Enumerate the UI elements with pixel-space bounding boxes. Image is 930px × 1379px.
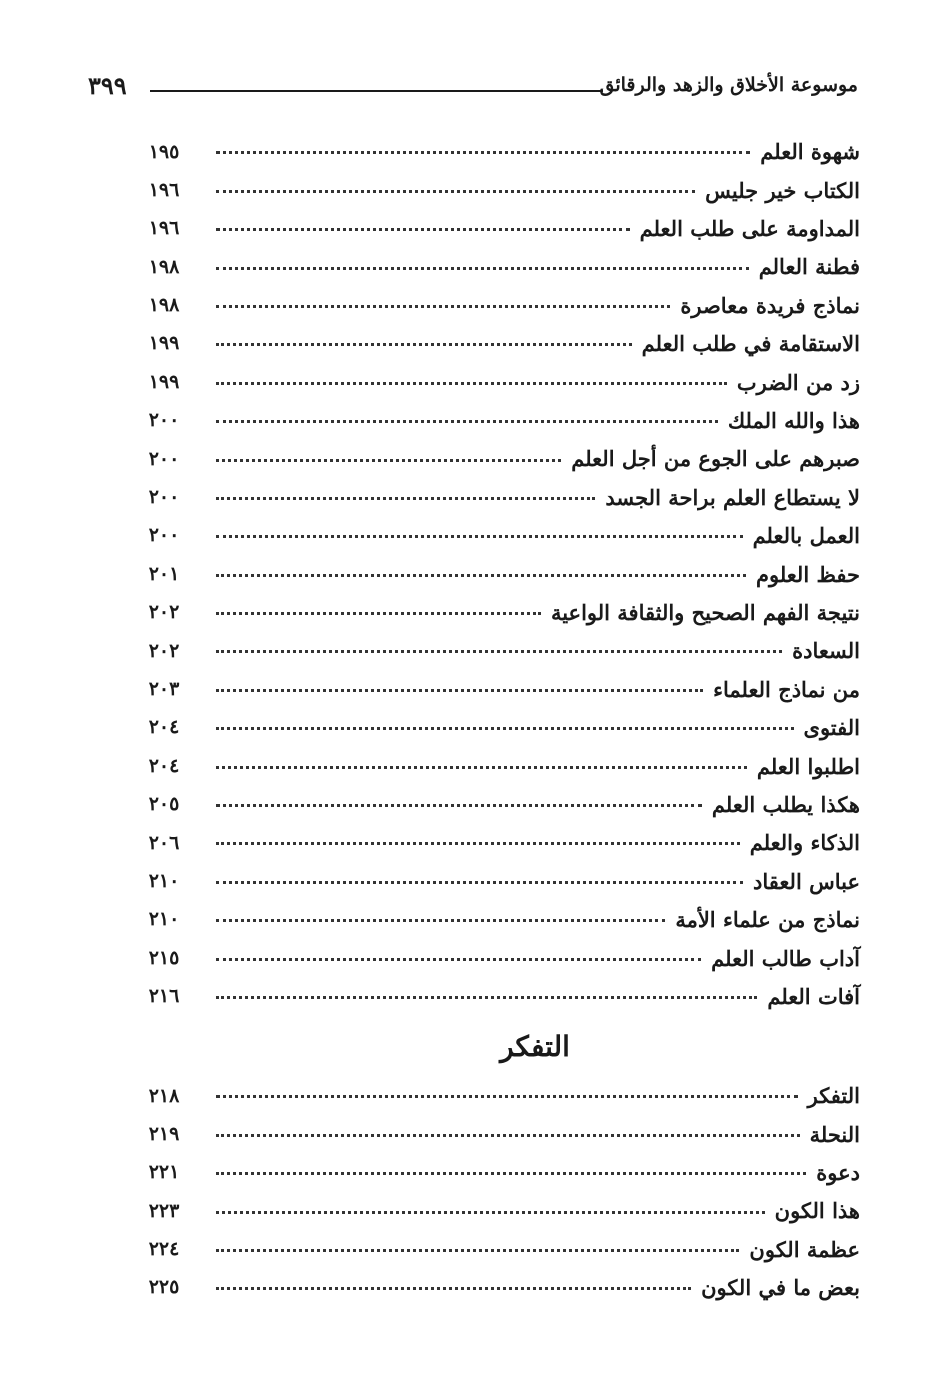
toc-entry-page: ١٩٥ — [148, 140, 180, 163]
dot-leader — [216, 228, 630, 231]
toc-list-contemplation — [140, 1069, 860, 1299]
toc-entry-page: ١٩٨ — [148, 294, 180, 317]
toc-entry — [140, 1261, 860, 1299]
dot-leader — [216, 574, 746, 577]
toc-entry — [140, 778, 860, 816]
toc-entry — [140, 1069, 860, 1107]
dot-leader — [216, 689, 703, 692]
toc-entry — [140, 240, 860, 278]
toc-entry-page: ٢١٠ — [148, 869, 180, 892]
toc-entry-title: نتيجة الفهم الصحيح والثقافة الواعية — [550, 599, 860, 625]
dot-leader — [216, 766, 747, 769]
toc-entry-title: لا يستطاع العلم براحة الجسد — [605, 484, 860, 510]
toc-entry — [140, 125, 860, 163]
toc-entry-title: من نماذج العلماء — [713, 676, 860, 702]
header-page-number: ٣٩٩ — [88, 71, 127, 100]
toc-entry — [140, 547, 860, 585]
toc-entry-title: العمل بالعلم — [752, 523, 860, 549]
toc-entry — [140, 1107, 860, 1145]
toc-entry-page: ١٩٩ — [148, 332, 180, 355]
dot-leader — [216, 1287, 691, 1290]
toc-entry-title: عباس العقاد — [753, 868, 860, 894]
toc-entry-title: الاستقامة في طلب العلم — [641, 331, 860, 357]
toc-entry-title: آداب طالب العلم — [711, 945, 860, 971]
toc-entry-page: ٢٢٤ — [148, 1238, 180, 1261]
toc-entry-page: ٢٠٦ — [148, 831, 180, 854]
toc-entry-title: نماذج من علماء الأمة — [675, 907, 860, 933]
toc-entry-title: بعض ما في الكون — [701, 1275, 860, 1301]
toc-entry-page: ٢٠٥ — [148, 793, 180, 816]
toc-entry-page: ٢٠٠ — [148, 486, 180, 509]
dot-leader — [216, 919, 665, 922]
header-rule — [150, 90, 603, 92]
toc-entry-page: ١٩٩ — [148, 370, 180, 393]
toc-entry — [140, 432, 860, 470]
dot-leader — [216, 727, 794, 730]
dot-leader — [216, 343, 632, 346]
toc-entry-title: الذكاء والعلم — [749, 830, 860, 856]
dot-leader — [216, 420, 718, 423]
dot-leader — [216, 382, 727, 385]
dot-leader — [216, 842, 740, 845]
toc-entry-title: شهوة العلم — [760, 139, 860, 165]
toc-entry-title: دعوة — [816, 1160, 860, 1186]
toc-entry — [140, 1146, 860, 1184]
dot-leader — [216, 996, 757, 999]
toc-entry-page: ١٩٦ — [148, 178, 180, 201]
dot-leader — [216, 650, 782, 653]
dot-leader — [216, 881, 743, 884]
toc-entry-page: ٢٠١ — [148, 562, 180, 585]
toc-entry-title: فطنة العالم — [758, 254, 860, 280]
dot-leader — [216, 1249, 739, 1252]
toc-entry — [140, 394, 860, 432]
toc-entry-page: ٢٠٢ — [148, 601, 180, 624]
toc-entry-title: هذا والله الملك — [727, 408, 860, 434]
toc-entry — [140, 816, 860, 854]
toc-entry — [140, 662, 860, 700]
running-header — [88, 70, 858, 108]
toc-entry-title: حفظ العلوم — [755, 561, 860, 587]
dot-leader — [216, 151, 750, 154]
toc-entry — [140, 1184, 860, 1222]
toc-entry-title: عظمة الكون — [749, 1236, 860, 1262]
toc-entry — [140, 931, 860, 969]
toc-entry-title: زد من الضرب — [736, 369, 860, 395]
dot-leader — [216, 267, 749, 270]
dot-leader — [216, 804, 702, 807]
toc-entry — [140, 163, 860, 201]
dot-leader — [216, 1134, 800, 1137]
toc-entry-page: ٢٠٢ — [148, 639, 180, 662]
toc-entry — [140, 586, 860, 624]
toc-entry-page: ٢٠٤ — [148, 716, 180, 739]
toc-entry-title: المداومة على طلب العلم — [639, 216, 860, 242]
toc-entry-page: ٢٠٤ — [148, 754, 180, 777]
toc-entry-page: ٢١٠ — [148, 908, 180, 931]
toc-entry-page: ٢٠٠ — [148, 524, 180, 547]
toc-entry-page: ٢٢٣ — [148, 1199, 180, 1222]
toc-entry-page: ١٩٨ — [148, 255, 180, 278]
toc-entry — [140, 893, 860, 931]
toc-entry-title: الفتوى — [803, 715, 860, 741]
dot-leader — [216, 612, 541, 615]
toc-entry — [140, 701, 860, 739]
toc-entry-title: اطلبوا العلم — [756, 753, 860, 779]
toc-entry-title: صبرهم على الجوع من أجل العلم — [571, 446, 860, 472]
dot-leader — [216, 958, 701, 961]
dot-leader — [216, 1172, 806, 1175]
toc-entry — [140, 970, 860, 1008]
toc-entry — [140, 202, 860, 240]
dot-leader — [216, 190, 695, 193]
toc-entry-page: ٢٠٠ — [148, 409, 180, 432]
toc-entry-page: ٢١٦ — [148, 985, 180, 1008]
dot-leader — [216, 535, 743, 538]
toc-entry — [140, 509, 860, 547]
toc-entry-page: ٢١٨ — [148, 1084, 180, 1107]
toc-entry-title: النحلة — [809, 1121, 860, 1147]
toc-entry-title: آفات العلم — [767, 983, 860, 1009]
toc-entry-page: ٢١٥ — [148, 946, 180, 969]
toc-entry-page: ١٩٦ — [148, 217, 180, 240]
toc-list-knowledge — [140, 125, 860, 1008]
toc-entry-page: ٢٢٥ — [148, 1276, 180, 1299]
toc-entry — [140, 1223, 860, 1261]
toc-entry-page: ٢٢١ — [148, 1161, 180, 1184]
toc-entry — [140, 739, 860, 777]
dot-leader — [216, 305, 670, 308]
toc-entry-page: ٢٠٠ — [148, 447, 180, 470]
toc-entry-title: السعادة — [792, 638, 860, 664]
toc-entry — [140, 854, 860, 892]
dot-leader — [216, 1211, 765, 1214]
toc-entry-page: ٢١٩ — [148, 1122, 180, 1145]
toc-entry-page: ٢٠٣ — [148, 677, 180, 700]
dot-leader — [216, 459, 561, 462]
dot-leader — [216, 1095, 798, 1098]
toc-entry-title: نماذج فريدة معاصرة — [680, 292, 860, 318]
toc-entry — [140, 624, 860, 662]
toc-entry — [140, 279, 860, 317]
toc-entry-title: هذا الكون — [774, 1198, 860, 1224]
header-title: موسوعة الأخلاق والزهد والرقائق — [599, 74, 858, 96]
dot-leader — [216, 497, 595, 500]
section-heading: التفكر — [500, 1030, 570, 1063]
toc-entry — [140, 355, 860, 393]
toc-entry-title: الكتاب خير جليس — [705, 177, 860, 203]
toc-entry — [140, 471, 860, 509]
toc-entry — [140, 317, 860, 355]
toc-entry-title: التفكر — [807, 1083, 860, 1109]
toc-entry-title: هكذا يطلب العلم — [711, 791, 860, 817]
